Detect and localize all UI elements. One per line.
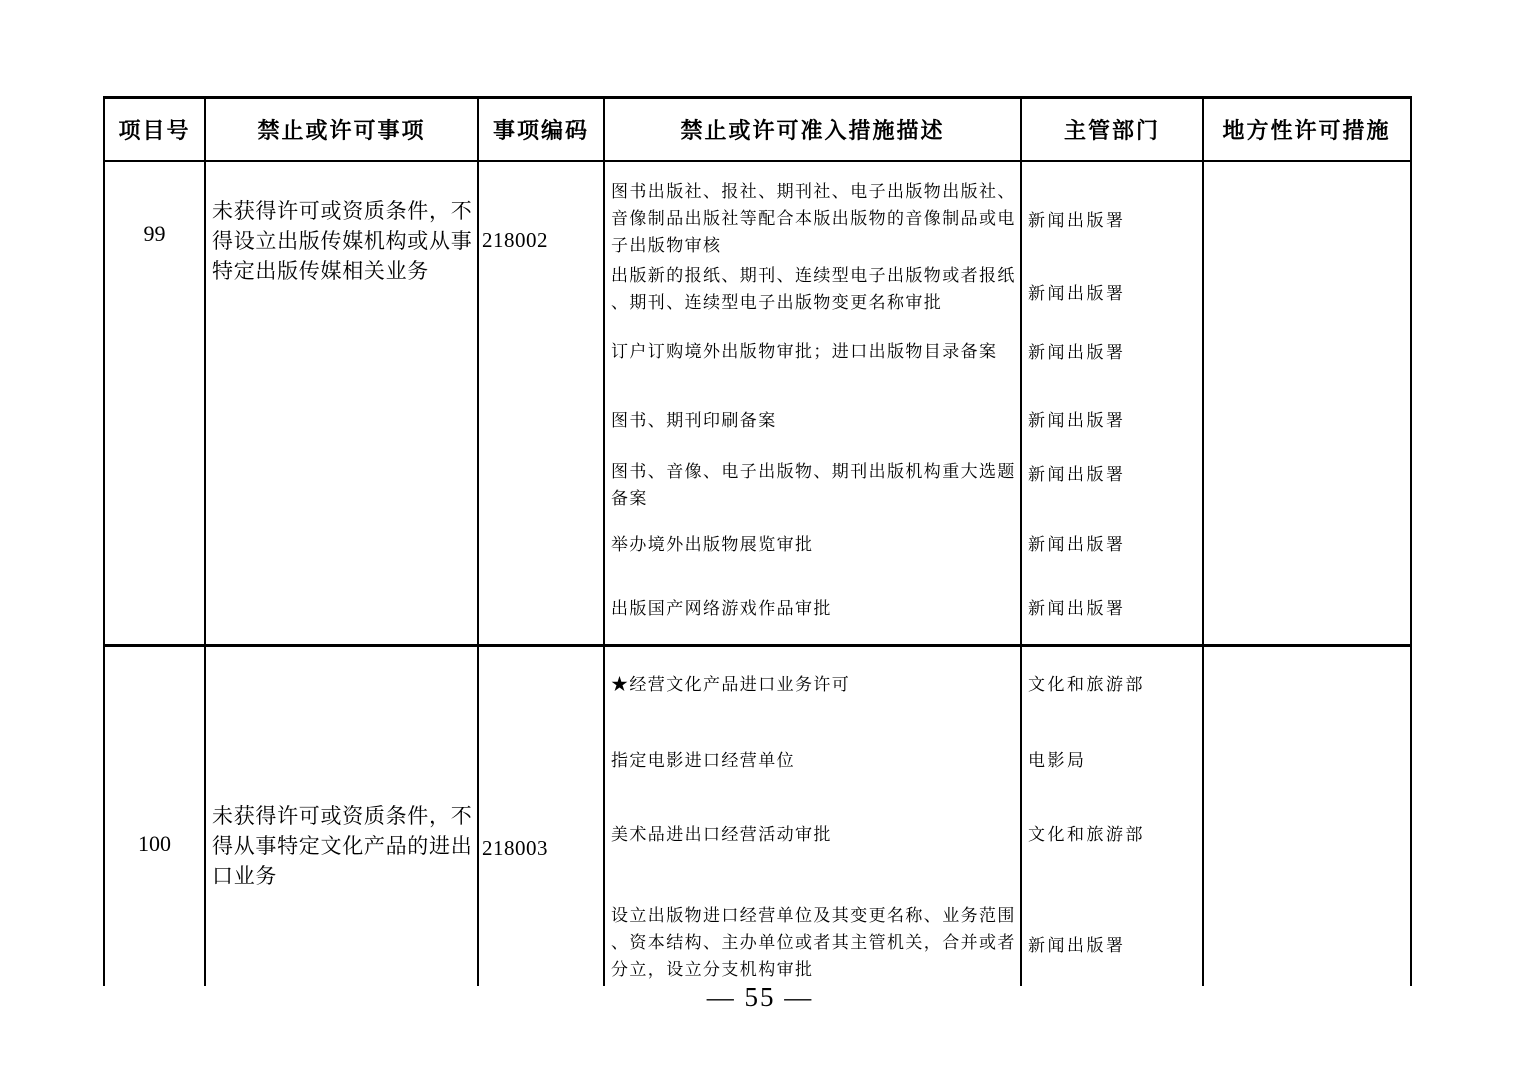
item-no-cell [105,647,206,986]
table-row-100 [105,647,1410,986]
header-cell-measure-desc: 禁止或许可准入措施描述 [605,99,1022,160]
measures-cell [605,162,1022,644]
code-cell [479,162,605,644]
measure-text: 订户订购境外出版物审批；进口出版物目录备案 [611,342,998,361]
matter-code: 218002 [482,228,548,252]
item-number: 99 [143,221,166,246]
measure-text: 出版国产网络游戏作品审批 [611,599,832,618]
local-measures-cell [1204,647,1409,986]
department-cell [1022,647,1204,986]
header-cell-code: 事项编码 [479,99,605,160]
department-cell [1022,162,1204,644]
department-name: 新闻出版署 [1028,936,1126,955]
table-header-row [105,99,1410,162]
department-name: 新闻出版署 [1028,465,1126,484]
measure-text: 出版新的报纸、期刊、连续型电子出版物或者报纸、期刊、连续型电子出版物变更名称审批 [611,266,1016,312]
department-name: 文化和旅游部 [1028,825,1145,844]
header-cell-matter: 禁止或许可事项 [206,99,479,160]
measure-text: 图书、期刊印刷备案 [611,411,777,430]
header-cell-local-measures: 地方性许可措施 [1222,118,1391,143]
matter-code: 218003 [482,836,548,860]
item-number: 100 [138,831,171,856]
department-name: 新闻出版署 [1028,535,1126,554]
measure-text: 美术品进出口经营活动审批 [611,825,832,844]
department-name: 新闻出版署 [1028,343,1126,362]
measures-cell [605,647,1022,986]
measure-text: 举办境外出版物展览审批 [611,535,814,554]
page-number: — 55 — [706,982,814,1012]
measure-text: 图书、音像、电子出版物、期刊出版机构重大选题备案 [611,462,1016,508]
negative-list-table [103,96,1412,986]
header-cell-item-no: 项目号 [105,99,206,160]
matter-cell [206,162,479,644]
department-name: 新闻出版署 [1028,411,1126,430]
item-no-cell [105,162,206,644]
matter-cell [206,647,479,986]
measure-text: ★经营文化产品进口业务许可 [611,675,851,694]
department-name: 新闻出版署 [1028,211,1126,230]
measure-text: 设立出版物进口经营单位及其变更名称、业务范围、资本结构、主办单位或者其主管机关，合并或者分立，设立分支机构审批 [611,906,1016,979]
department-name: 新闻出版署 [1028,599,1126,618]
department-name: 文化和旅游部 [1028,675,1145,694]
local-measures-cell [1204,162,1409,644]
measure-text: 指定电影进口经营单位 [611,751,795,770]
table-row-99 [105,162,1410,647]
matter-text: 未获得许可或资质条件，不得设立出版传媒机构或从事特定出版传媒相关业务 [212,199,473,283]
matter-text: 未获得许可或资质条件，不得从事特定文化产品的进出口业务 [212,804,473,888]
code-cell [479,647,605,986]
department-name: 新闻出版署 [1028,284,1126,303]
measure-text: 图书出版社、报社、期刊社、电子出版物出版社、音像制品出版社等配合本版出版物的音像制品或电子出版物审核 [611,182,1016,255]
header-cell-department: 主管部门 [1022,99,1204,160]
department-name: 电影局 [1028,751,1087,770]
